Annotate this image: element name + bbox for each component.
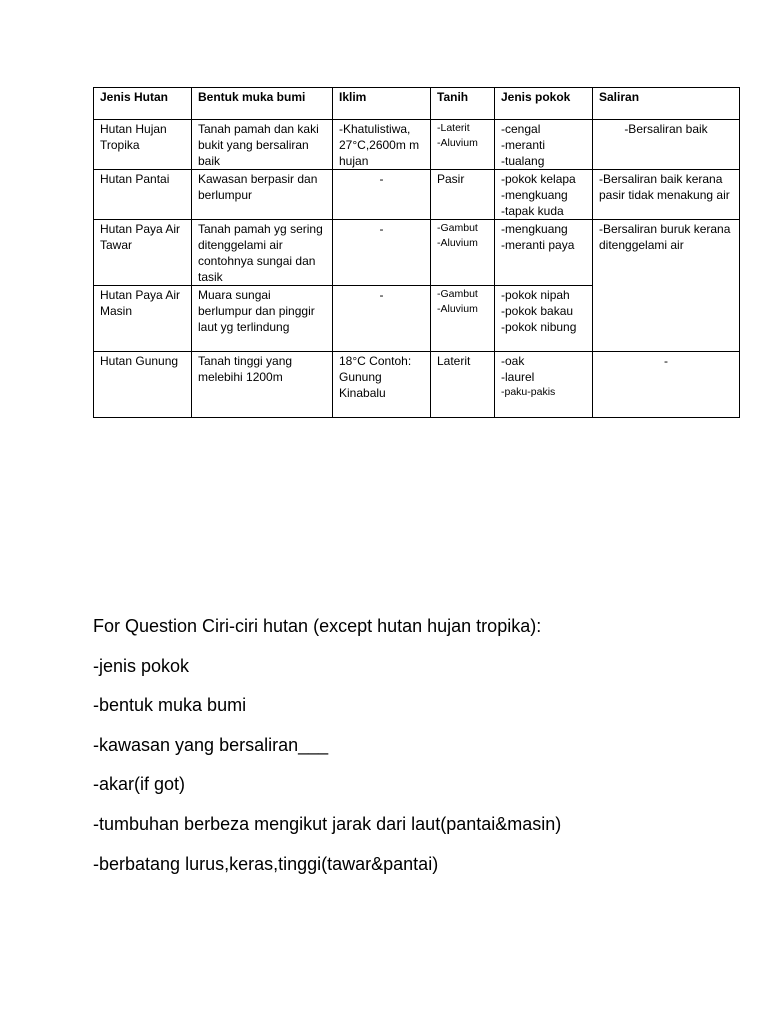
table-row — [94, 120, 740, 170]
cell-saliran: - — [593, 352, 740, 418]
table-row — [94, 220, 740, 286]
cell-jenis-hutan: Hutan Paya Air Masin — [94, 286, 192, 352]
header-jenis-pokok: Jenis pokok — [495, 88, 593, 120]
header-saliran: Saliran — [593, 88, 740, 120]
tanih-item: Pasir — [437, 172, 465, 186]
forest-types-table — [93, 87, 740, 418]
cell-saliran: -Bersaliran buruk kerana ditenggelami air — [593, 220, 740, 352]
pokok-item: -laurel — [501, 370, 535, 384]
table-row — [94, 170, 740, 220]
pokok-item: -pokok bakau — [501, 304, 574, 318]
cell-pokok — [495, 120, 593, 170]
cell-iklim: - — [333, 286, 431, 352]
header-iklim: Iklim — [333, 88, 431, 120]
tanih-item: -Aluvium — [437, 303, 478, 315]
pokok-item: -pokok nibung — [501, 320, 577, 334]
cell-tanih — [431, 170, 495, 220]
pokok-item: -cengal — [501, 122, 541, 136]
notes-title: For Question Ciri-ciri hutan (except hutan hujan tropika): — [93, 616, 542, 636]
cell-bentuk: Tanah tinggi yang melebihi 1200m — [192, 352, 333, 418]
cell-jenis-hutan: Hutan Paya Air Tawar — [94, 220, 192, 286]
tanih-item: -Gambut — [437, 288, 478, 300]
pokok-item: -paku-pakis — [501, 386, 556, 398]
header-jenis-hutan: Jenis Hutan — [94, 88, 192, 120]
tanih-item: -Laterit — [437, 122, 470, 134]
cell-saliran: -Bersaliran baik — [593, 120, 740, 170]
table-header-row — [94, 88, 740, 120]
note-item: -jenis pokok — [93, 655, 190, 676]
tanih-item: -Aluvium — [437, 137, 478, 149]
header-tanih: Tanih — [431, 88, 495, 120]
pokok-item: -meranti paya — [501, 238, 575, 252]
pokok-item: -mengkuang — [501, 188, 568, 202]
cell-tanih — [431, 286, 495, 352]
pokok-item: -pokok kelapa — [501, 172, 576, 186]
tanih-item: Laterit — [437, 354, 471, 368]
pokok-item: -oak — [501, 354, 525, 368]
pokok-item: -tapak kuda — [501, 204, 564, 218]
cell-jenis-hutan: Hutan Gunung — [94, 352, 192, 418]
cell-bentuk: Tanah pamah yg sering ditenggelami air contohnya sungai dan tasik — [192, 220, 333, 286]
pokok-item: -pokok nipah — [501, 288, 570, 302]
cell-pokok — [495, 170, 593, 220]
cell-saliran: -Bersaliran baik kerana pasir tidak menakung air — [593, 170, 740, 220]
cell-bentuk: Kawasan berpasir dan berlumpur — [192, 170, 333, 220]
cell-iklim: - — [333, 220, 431, 286]
cell-tanih — [431, 352, 495, 418]
cell-bentuk: Tanah pamah dan kaki bukit yang bersaliran baik — [192, 120, 333, 170]
tanih-item: -Aluvium — [437, 237, 478, 249]
cell-pokok — [495, 220, 593, 286]
question-notes — [93, 616, 561, 893]
cell-jenis-hutan: Hutan Pantai — [94, 170, 192, 220]
note-item: -berbatang lurus,keras,tinggi(tawar&pantai) — [93, 853, 439, 874]
pokok-item: -meranti — [501, 138, 546, 152]
note-item: -kawasan yang bersaliran___ — [93, 734, 329, 755]
cell-pokok — [495, 352, 593, 418]
note-item: -akar(if got) — [93, 774, 186, 795]
table-row — [94, 352, 740, 418]
cell-iklim: -Khatulistiwa, 27°C,2600m m hujan — [333, 120, 431, 170]
tanih-item: -Gambut — [437, 222, 478, 234]
cell-tanih — [431, 220, 495, 286]
pokok-item: -tualang — [501, 154, 545, 168]
note-item: -tumbuhan berbeza mengikut jarak dari laut(pantai&masin) — [93, 813, 562, 834]
cell-bentuk: Muara sungai berlumpur dan pinggir laut yg terlindung — [192, 286, 333, 352]
cell-iklim: - — [333, 170, 431, 220]
pokok-item: -mengkuang — [501, 222, 568, 236]
cell-jenis-hutan: Hutan Hujan Tropika — [94, 120, 192, 170]
note-item: -bentuk muka bumi — [93, 695, 247, 716]
header-bentuk-muka-bumi: Bentuk muka bumi — [192, 88, 333, 120]
cell-iklim: 18°C Contoh: Gunung Kinabalu — [333, 352, 431, 418]
cell-tanih — [431, 120, 495, 170]
cell-pokok — [495, 286, 593, 352]
